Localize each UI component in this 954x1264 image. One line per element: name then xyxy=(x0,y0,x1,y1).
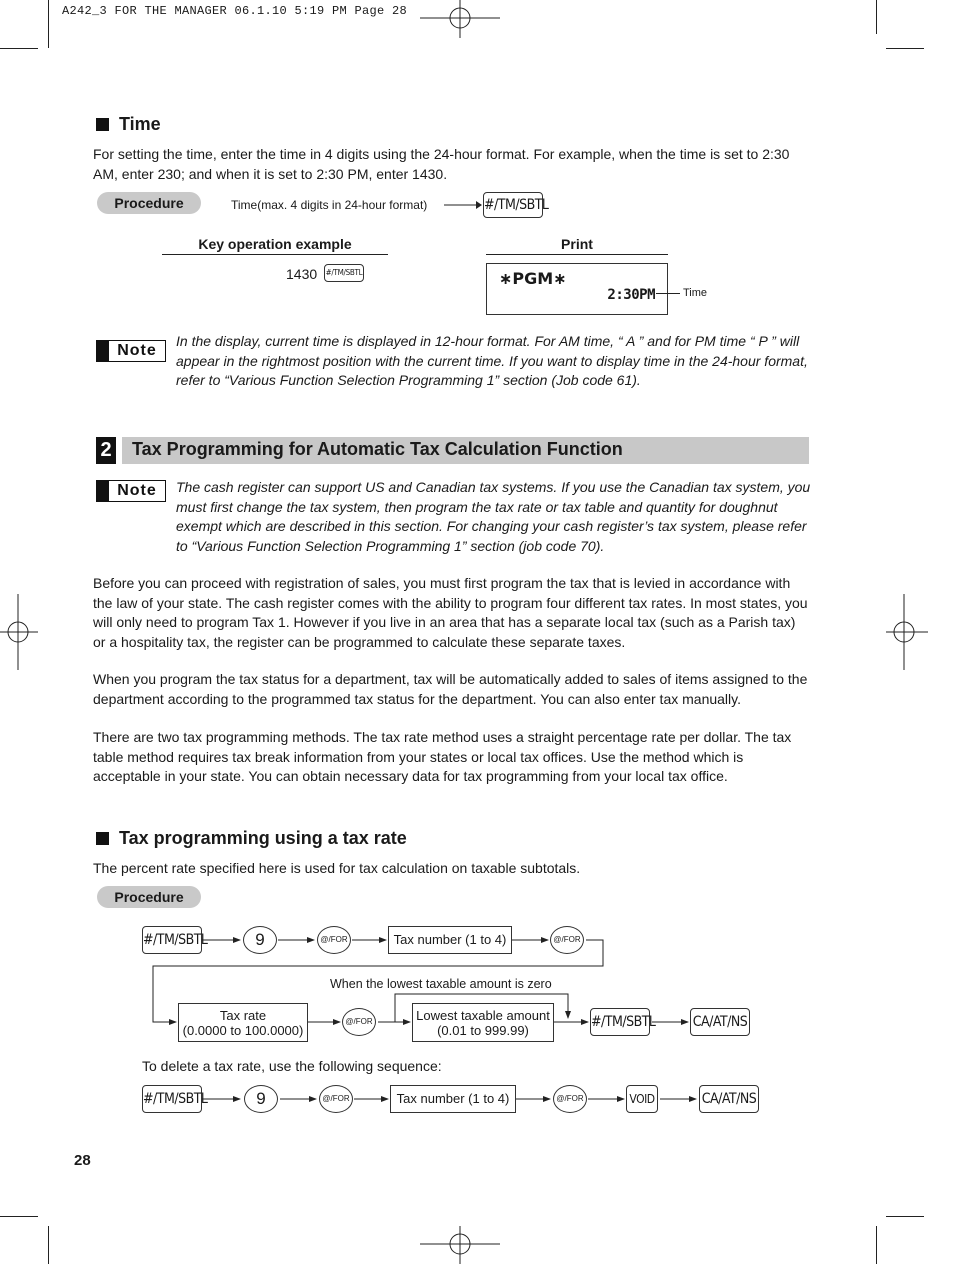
tm-sbtl-key-small: #/TM/SBTL xyxy=(324,264,364,282)
print-header: Print xyxy=(561,236,593,252)
ca-at-ns-key: CA/AT/NS xyxy=(690,1008,750,1036)
procedure-time-text: Time(max. 4 digits in 24-hour format) xyxy=(231,198,428,212)
tax-paragraph-3: There are two tax programming methods. The tax rate method uses a straight percentage rate per dollar. The tax table method requires tax break information from your states or local tax offices. Use the method which is acceptable in your state. You can obtain necessary data for tax programming from your local tax office. xyxy=(93,729,792,784)
tax-rate-range: (0.0000 to 100.0000) xyxy=(182,1023,304,1038)
void-key: VOID xyxy=(626,1085,658,1113)
for-key: @/FOR xyxy=(342,1008,376,1036)
section-number: 2 xyxy=(96,437,116,464)
zero-amount-label: When the lowest taxable amount is zero xyxy=(330,977,552,991)
ca-at-ns-key: CA/AT/NS xyxy=(699,1085,759,1113)
note-badge: Note xyxy=(96,340,166,362)
receipt-pgm: ∗PGM∗ xyxy=(499,269,567,288)
example-value: 1430 xyxy=(286,266,318,282)
tax-rate-label: Tax rate xyxy=(219,1008,267,1023)
for-key: @/FOR xyxy=(319,1085,353,1113)
note-badge: Note xyxy=(96,480,166,502)
tax-number-box: Tax number (1 to 4) xyxy=(388,926,512,954)
tax-note-text: The cash register can support US and Canadian tax systems. If you use the Canadian tax system, you must first change the tax system, then program the tax rate or tax table and quantity for doughnut exempt which are described in this section. For changing your cash register’s tax system, please refer to “Various Function Selection Programming 1” section (job code 70). xyxy=(176,479,811,554)
tax-rate-heading: Tax programming using a tax rate xyxy=(96,828,407,849)
time-intro: For setting the time, enter the time in 4 digits using the 24-hour format. For example, when the time is set to 2:30 AM, enter 230; and when it is set to 2:30 PM, enter 1430. xyxy=(93,146,790,182)
lowest-taxable-box xyxy=(412,1003,554,1042)
tax-paragraph-2: When you program the tax status for a department, tax will be automatically added to sales of items assigned to the department according to the programmed tax status for the department. You can also enter tax manually. xyxy=(93,671,808,707)
tm-sbtl-key: #/TM/SBTL xyxy=(483,192,543,218)
receipt-time: 2:30PM xyxy=(607,287,655,303)
tm-sbtl-key: #/TM/SBTL xyxy=(590,1008,650,1036)
nine-key: 9 xyxy=(244,1085,278,1113)
time-heading: Time xyxy=(96,114,161,135)
lowest-taxable-range: (0.01 to 999.99) xyxy=(437,1023,529,1038)
section-title: Tax Programming for Automatic Tax Calculation Function xyxy=(132,439,623,459)
key-operation-header: Key operation example xyxy=(198,236,352,252)
tax-number-box: Tax number (1 to 4) xyxy=(390,1085,516,1113)
print-slug: A242_3 FOR THE MANAGER 06.1.10 5:19 PM Page 28 xyxy=(62,4,408,18)
procedure-badge: Procedure xyxy=(97,192,201,214)
page-number: 28 xyxy=(74,1152,91,1169)
for-key: @/FOR xyxy=(553,1085,587,1113)
procedure-badge: Procedure xyxy=(97,886,201,908)
tm-sbtl-key: #/TM/SBTL xyxy=(142,1085,202,1113)
for-key: @/FOR xyxy=(550,926,584,954)
for-key: @/FOR xyxy=(317,926,351,954)
lowest-taxable-label: Lowest taxable amount xyxy=(416,1008,550,1023)
nine-key: 9 xyxy=(243,926,277,954)
tax-paragraph-1: Before you can proceed with registration of sales, you must first program the tax that is levied in accordance with the law of your state. The cash register comes with the ability to program four different tax rates. In most states, you will only need to program Tax 1. However if you live in an area that has a separate local tax (such as a Parish tax) or a hospitality tax, the register can be programmed to calculate these separate taxes. xyxy=(93,575,808,650)
time-annotation: Time xyxy=(683,287,708,299)
time-note-text: In the display, current time is displayed in 12-hour format. For AM time, “ A ” and for PM time “ P ” will appear in the rightmost position with the current time. If you want to display time in the 24-hour format, refer to “Various Function Selection Programming 1” section (Job code 61). xyxy=(176,333,808,388)
tax-rate-intro: The percent rate specified here is used for tax calculation on taxable subtotals. xyxy=(93,860,581,876)
tax-rate-box xyxy=(178,1003,308,1042)
delete-text: To delete a tax rate, use the following sequence: xyxy=(142,1058,442,1074)
tm-sbtl-key: #/TM/SBTL xyxy=(142,926,202,954)
